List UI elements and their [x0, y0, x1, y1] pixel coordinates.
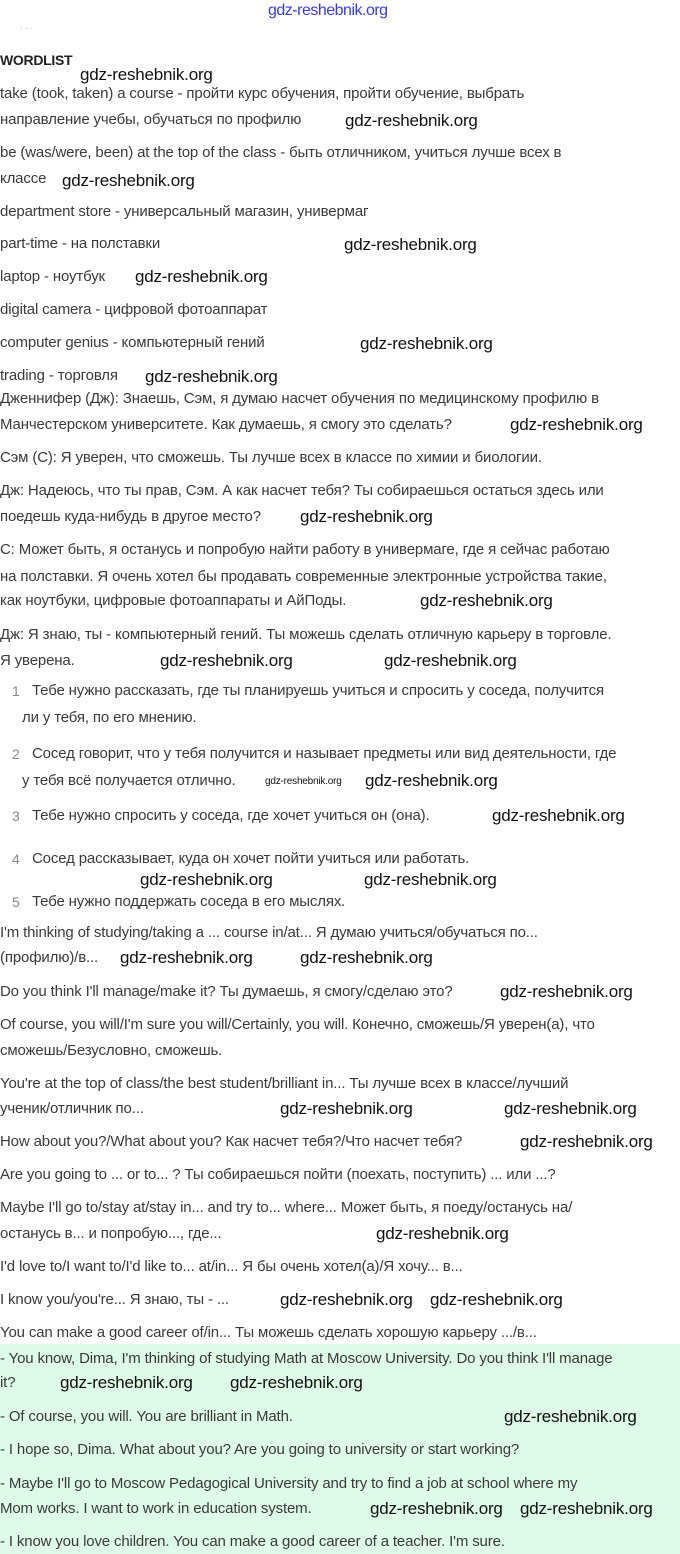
phrase-line: Maybe I'll go to/stay at/stay in... and try to... where... Может быть, я поеду/останусь на/: [0, 1199, 573, 1216]
watermark: gdz-reshebnik.org: [520, 1499, 653, 1518]
dialogue-translation-line: Дженнифер (Дж): Знаешь, Сэм, я думаю насчет обучения по медицинскому профилю в: [0, 390, 599, 407]
task-text: ли у тебя, по его мнению.: [22, 709, 197, 726]
watermark: gdz-reshebnik.org: [492, 806, 625, 825]
phrase-line: Are you going to ... or to... ? Ты собираешься пойти (поехать, поступить) ... или ...?: [0, 1166, 556, 1183]
watermark: gdz-reshebnik.org: [62, 171, 195, 190]
task-text: Тебе нужно спросить у соседа, где хочет учиться он (она).: [32, 807, 430, 824]
watermark: gdz-reshebnik.org: [500, 982, 633, 1001]
wordlist-line: trading - торговля: [0, 367, 118, 384]
wordlist-line: department store - универсальный магазин, универмаг: [0, 203, 369, 220]
watermark: gdz-reshebnik.org: [510, 415, 643, 434]
wordlist-line: part-time - на полставки: [0, 235, 161, 252]
watermark: gdz-reshebnik.org: [420, 591, 553, 610]
watermark: gdz-reshebnik.org: [344, 235, 477, 254]
task-text: Сосед рассказывает, куда он хочет пойти учиться или работать.: [32, 850, 470, 867]
watermark: gdz-reshebnik.org: [504, 1099, 637, 1118]
dialogue-translation-line: Я уверена.: [0, 652, 75, 669]
wordlist-line: laptop - ноутбук: [0, 268, 105, 285]
watermark: gdz-reshebnik.org: [300, 507, 433, 526]
phrase-line: (профилю)/в...: [0, 949, 99, 966]
watermark: gdz-reshebnik.org: [504, 1407, 637, 1426]
watermark: gdz-reshebnik.org: [265, 776, 342, 787]
watermark: gdz-reshebnik.org: [430, 1290, 563, 1309]
watermark: gdz-reshebnik.org: [120, 948, 253, 967]
watermark: gdz-reshebnik.org: [145, 367, 278, 386]
dialogue-line: - You know, Dima, I'm thinking of studying Math at Moscow University. Do you think I'll manage: [0, 1350, 613, 1367]
dialogue-translation-line: Дж: Надеюсь, что ты прав, Сэм. А как насчет тебя? Ты собираешься остаться здесь или: [0, 482, 604, 499]
watermark: gdz-reshebnik.org: [280, 1290, 413, 1309]
dialogue-line: it?: [0, 1374, 16, 1391]
task-text: Тебе нужно поддержать соседа в его мыслях.: [32, 893, 346, 910]
wordlist-line: digital camera - цифровой фотоаппарат: [0, 301, 268, 318]
task-number: 3: [12, 808, 20, 824]
task-number: 4: [12, 851, 20, 867]
dialogue-translation-line: С: Может быть, я останусь и попробую найти работу в универмаге, где я сейчас работаю: [0, 541, 610, 558]
watermark: gdz-reshebnik.org: [520, 1132, 653, 1151]
task-number: 5: [12, 894, 20, 910]
dialogue-line: - Of course, you will. You are brilliant in Math.: [0, 1408, 293, 1425]
phrase-line: I'd love to/I want to/I'd like to... at/in... Я бы очень хотел(а)/Я хочу... в...: [0, 1258, 463, 1275]
watermark: gdz-reshebnik.org: [80, 65, 213, 84]
wordlist-line: be (was/were, been) at the top of the class - быть отличником, учиться лучше всех в: [0, 144, 562, 161]
task-number: 1: [12, 683, 20, 699]
watermark: gdz-reshebnik.org: [140, 870, 273, 889]
watermark: gdz-reshebnik.org: [376, 1224, 509, 1243]
dialogue-line: Mom works. I want to work in education system.: [0, 1500, 312, 1517]
task-text: у тебя всё получается отлично.: [22, 772, 236, 789]
task-text: Сосед говорит, что у тебя получится и называет предметы или вид деятельности, где: [32, 745, 617, 762]
watermark: gdz-reshebnik.org: [160, 651, 293, 670]
phrase-line: You can make a good career of/in... Ты можешь сделать хорошую карьеру .../в...: [0, 1324, 537, 1341]
dialogue-line: - I hope so, Dima. What about you? Are you going to university or start working?: [0, 1441, 520, 1458]
watermark-link[interactable]: gdz-reshebnik.org: [268, 2, 388, 19]
dialogue-translation-line: на полставки. Я очень хотел бы продавать современные электронные устройства такие,: [0, 568, 607, 585]
phrase-line: I'm thinking of studying/taking a ... course in/at... Я думаю учиться/обучаться по...: [0, 924, 538, 941]
dialogue-translation-line: поедешь куда-нибудь в другое место?: [0, 508, 261, 525]
phrase-line: сможешь/Безусловно, сможешь.: [0, 1042, 223, 1059]
dialogue-translation-line: как ноутбуки, цифровые фотоаппараты и АйПоды.: [0, 592, 347, 609]
watermark: gdz-reshebnik.org: [345, 111, 478, 130]
phrase-line: останусь в... и попробую..., где...: [0, 1225, 222, 1242]
dialogue-translation-line: Сэм (С): Я уверен, что сможешь. Ты лучше всех в классе по химии и биологии.: [0, 449, 542, 466]
phrase-line: How about you?/What about you? Как насчет тебя?/Что насчет тебя?: [0, 1133, 463, 1150]
dialogue-line: - I know you love children. You can make a good career of a teacher. I'm sure.: [0, 1533, 505, 1550]
dialogue-line: - Maybe I'll go to Moscow Pedagogical University and try to find a job at school where my: [0, 1475, 578, 1492]
watermark: gdz-reshebnik.org: [370, 1499, 503, 1518]
task-text: Тебе нужно рассказать, где ты планируешь учиться и спросить у соседа, получится: [32, 682, 604, 699]
watermark: gdz-reshebnik.org: [280, 1099, 413, 1118]
phrase-line: I know you/you're... Я знаю, ты - ...: [0, 1291, 229, 1308]
dialogue-translation-line: Дж: Я знаю, ты - компьютерный гений. Ты можешь сделать отличную карьеру в торговле.: [0, 626, 612, 643]
wordlist-line: take (took, taken) a course - пройти курс обучения, пройти обучение, выбрать: [0, 85, 525, 102]
watermark: gdz-reshebnik.org: [384, 651, 517, 670]
watermark: gdz-reshebnik.org: [365, 771, 498, 790]
phrase-line: Of course, you will/I'm sure you will/Certainly, you will. Конечно, сможешь/Я уверен(а), что: [0, 1016, 595, 1033]
phrase-line: Do you think I'll manage/make it? Ты думаешь, я смогу/сделаю это?: [0, 983, 453, 1000]
watermark: gdz-reshebnik.org: [300, 948, 433, 967]
watermark: gdz-reshebnik.org: [60, 1373, 193, 1392]
wordlist-heading: WORDLIST: [0, 52, 73, 68]
task-number: 2: [12, 746, 20, 762]
scan-artifact: · · ·: [20, 24, 33, 33]
wordlist-line: классе: [0, 170, 47, 187]
watermark: gdz-reshebnik.org: [360, 334, 493, 353]
phrase-line: You're at the top of class/the best student/brilliant in... Ты лучше всех в классе/лучший: [0, 1075, 569, 1092]
wordlist-line: computer genius - компьютерный гений: [0, 334, 265, 351]
watermark: gdz-reshebnik.org: [230, 1373, 363, 1392]
watermark: gdz-reshebnik.org: [135, 267, 268, 286]
watermark: gdz-reshebnik.org: [364, 870, 497, 889]
dialogue-translation-line: Манчестерском университете. Как думаешь, я смогу это сделать?: [0, 416, 452, 433]
phrase-line: ученик/отличник по...: [0, 1100, 144, 1117]
wordlist-line: направление учебы, обучаться по профилю: [0, 111, 302, 128]
